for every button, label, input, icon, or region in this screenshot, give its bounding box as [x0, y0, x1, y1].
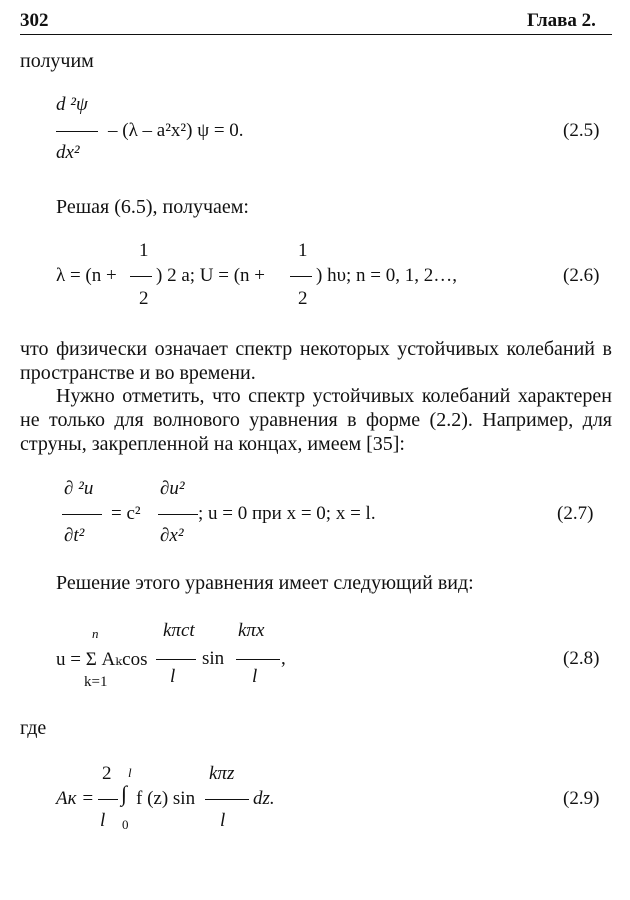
eq-2-9-tail: dz. — [253, 788, 275, 809]
eq-2-9-num2: kπz — [209, 763, 235, 784]
eq-2-8-lhs: u = Σ Aₖcos — [56, 649, 148, 670]
eq-2-7-number: (2.7) — [557, 503, 594, 524]
header-rule — [20, 34, 612, 35]
eq-2-8-sum-bottom: k=1 — [84, 674, 108, 690]
eq-2-8-num1: kπct — [163, 620, 195, 641]
eq-2-8-number: (2.8) — [563, 648, 600, 669]
eq-2-6-frac2-bar — [290, 276, 312, 277]
eq-2-5-number: (2.5) — [563, 120, 600, 141]
eq-2-9-int-bottom: 0 — [122, 817, 129, 832]
eq-2-8-num2: kπx — [238, 620, 265, 641]
eq-2-7-tail: ; u = 0 при x = 0; x = l. — [198, 503, 376, 524]
intro-word: получим — [20, 50, 94, 72]
eq-2-9-number: (2.9) — [563, 788, 600, 809]
eq-2-6-frac2-num: 1 — [298, 240, 308, 261]
solution-text: Решение этого уравнения имеет следующий вид: — [56, 572, 474, 594]
chapter-title: Глава 2. — [527, 10, 596, 31]
eq-2-5-denominator: dx² — [56, 142, 80, 163]
eq-2-8-mid: sin — [202, 648, 225, 669]
eq-2-6-number: (2.6) — [563, 265, 600, 286]
page-number: 302 — [20, 10, 49, 31]
eq-2-6-frac1-den: 2 — [139, 288, 149, 309]
eq-2-9-den2: l — [220, 810, 226, 831]
paragraph-spectrum: что физически означает спектр некоторых устойчивых колебаний в пространстве и во времени. — [20, 338, 612, 384]
eq-2-9-frac-bar — [98, 799, 118, 800]
eq-2-7-num1: ∂ ²u — [64, 478, 94, 499]
eq-2-9-body: f (z) sin — [136, 788, 196, 809]
eq-2-7-frac2-bar — [158, 514, 198, 515]
eq-2-7-frac1-bar — [62, 514, 102, 515]
eq-2-6-frac1-bar — [130, 276, 152, 277]
eq-2-9-frac-num: 2 — [102, 763, 112, 784]
eq-2-6-tail: ) hυ; n = 0, 1, 2…, — [316, 265, 457, 286]
eq-2-8-frac2-bar — [236, 659, 280, 660]
eq-2-5-fraction-bar — [56, 131, 98, 132]
eq-2-8-den1: l — [170, 666, 176, 687]
eq-2-5-numerator: d ²ψ — [56, 94, 88, 115]
eq-2-7-eq: = c² — [111, 503, 141, 524]
eq-2-6-frac1-num: 1 — [139, 240, 149, 261]
eq-2-9-frac-den: l — [100, 810, 106, 831]
eq-2-9-int-top: l — [128, 765, 132, 780]
paragraph-string: Нужно отметить, что спектр устойчивых колебаний характерен не только для волнового уравнения в форме (2.2). Например, для струны, закрепленной на концах, имеем [35]: — [20, 385, 612, 455]
where-word: где — [20, 717, 47, 739]
eq-2-6-lhs: λ = (n + — [56, 265, 117, 286]
integral-icon: ∫ — [121, 781, 128, 806]
eq-2-7-den2: ∂x² — [160, 525, 184, 546]
eq-2-5-rest: – (λ – a²x²) ψ = 0. — [108, 120, 244, 141]
eq-2-8-den2: l — [252, 666, 258, 687]
eq-2-8-tail: , — [281, 648, 286, 669]
eq-2-8-sum-top: n — [92, 626, 99, 641]
eq-2-7-num2: ∂u² — [160, 478, 185, 499]
eq-2-7-den1: ∂t² — [64, 525, 85, 546]
eq-2-9-frac2-bar — [205, 799, 249, 800]
eq-2-9-lhs: Aк = — [56, 788, 95, 809]
eq-2-8-frac1-bar — [156, 659, 196, 660]
eq-2-6-frac2-den: 2 — [298, 288, 308, 309]
solving-text: Решая (6.5), получаем: — [56, 196, 249, 218]
eq-2-6-mid: ) 2 a; U = (n + — [156, 265, 266, 286]
